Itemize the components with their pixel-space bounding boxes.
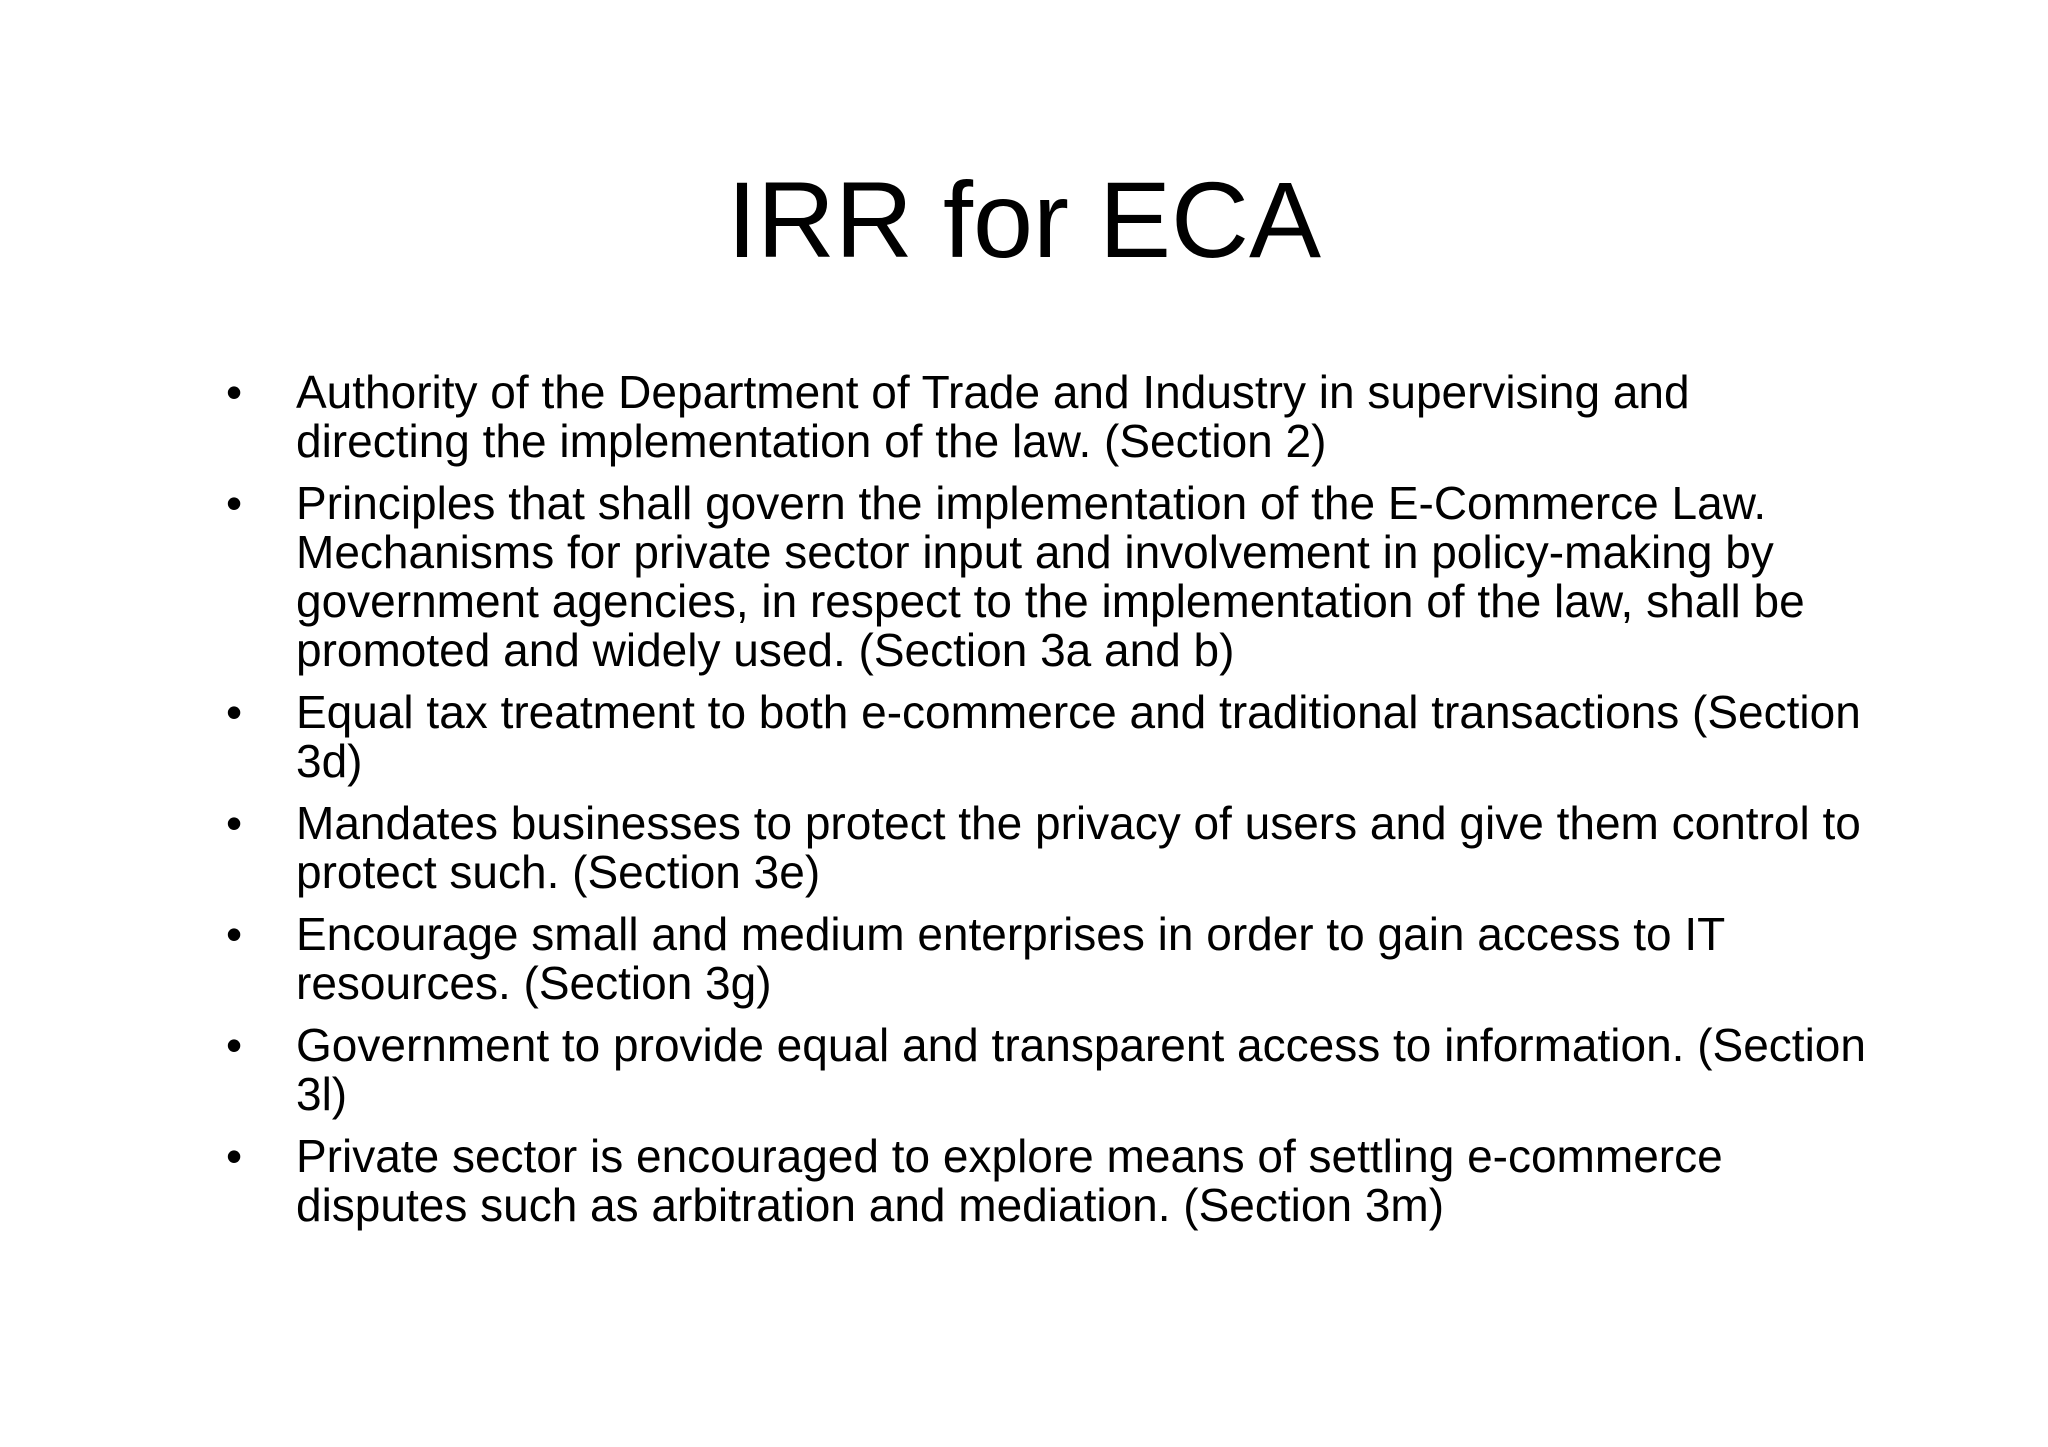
bullet-icon: • [226, 686, 243, 738]
bullet-text: Encourage small and medium enterprises in order to gain access to IT resources. (Section 3g) [296, 908, 1725, 1009]
bullet-item [226, 1021, 1866, 1119]
bullet-item [226, 910, 1866, 1008]
bullet-text: Authority of the Department of Trade and Industry in supervising and directing the implementation of the law. (Section 2) [296, 366, 1690, 467]
bullet-icon: • [226, 366, 243, 418]
bullet-text: Private sector is encouraged to explore means of settling e-commerce disputes such as arbitration and mediation. (Section 3m) [296, 1130, 1723, 1231]
bullet-icon: • [226, 1019, 243, 1071]
bullet-icon: • [226, 477, 243, 529]
bullet-item [226, 479, 1866, 675]
bullet-text: Mandates businesses to protect the privacy of users and give them control to protect such. (Section 3e) [296, 797, 1861, 898]
bullet-item [226, 688, 1866, 786]
bullet-item [226, 1132, 1866, 1230]
bullet-text: Equal tax treatment to both e-commerce and traditional transactions (Section 3d) [296, 686, 1861, 787]
bullet-item [226, 368, 1866, 466]
bullet-text: Principles that shall govern the implementation of the E-Commerce Law. Mechanisms for private sector input and involvement in policy-making by government agencies, in respect to the implementation of the law, shall be promoted and widely used. (Section 3a and b) [296, 477, 1805, 676]
slide-title: IRR for ECA [726, 159, 1322, 280]
bullet-icon: • [226, 1130, 243, 1182]
bullet-text: Government to provide equal and transparent access to information. (Section 3l) [296, 1019, 1866, 1120]
bullet-icon: • [226, 908, 243, 960]
bullet-list [226, 368, 1866, 1243]
bullet-item [226, 799, 1866, 897]
bullet-icon: • [226, 797, 243, 849]
